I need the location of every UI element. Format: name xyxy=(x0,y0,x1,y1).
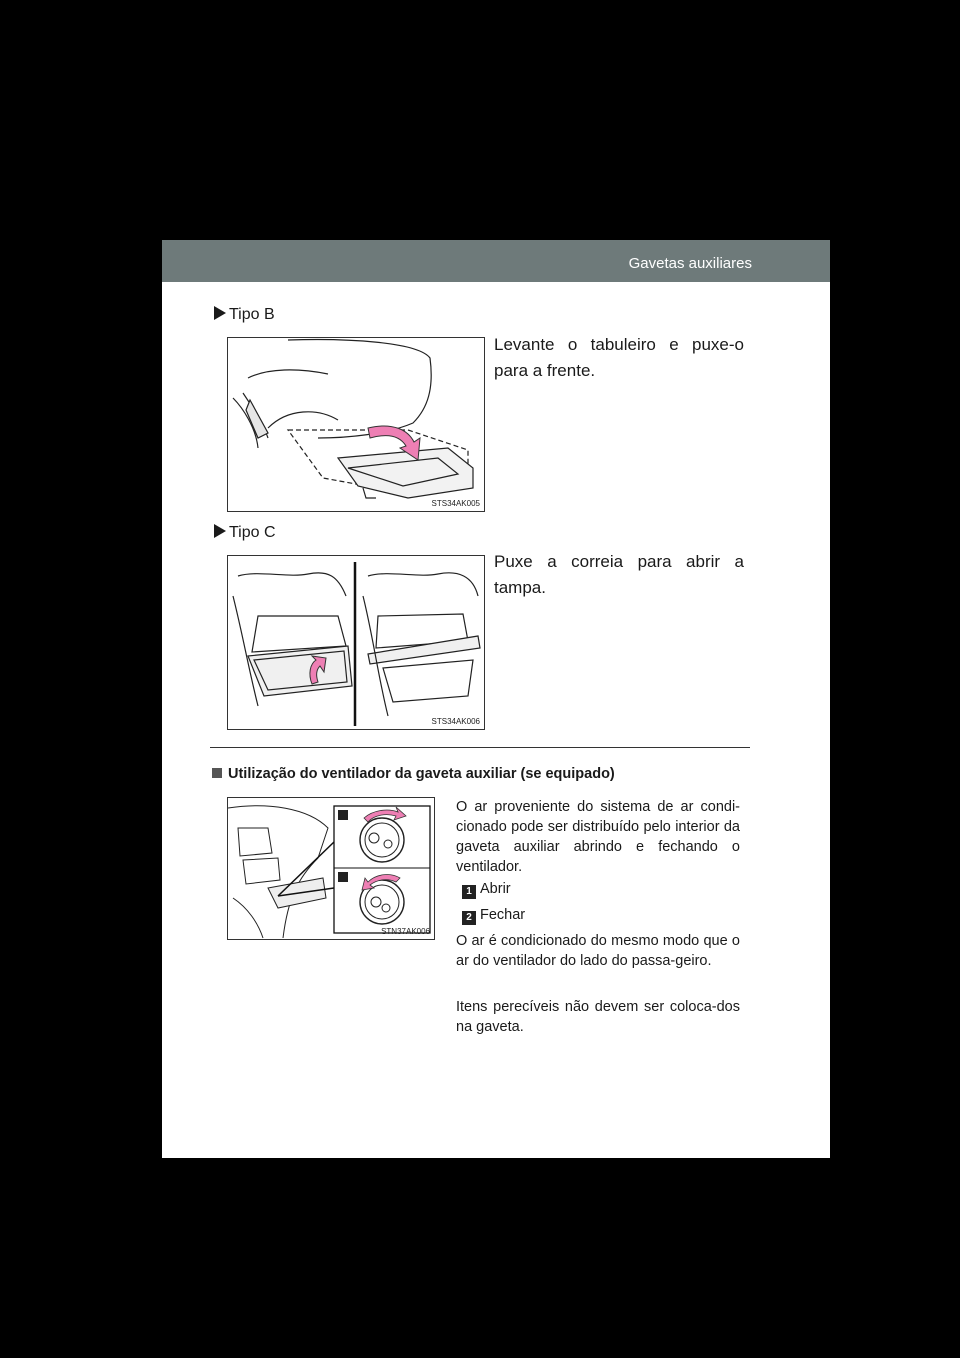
seat-tray-illustration xyxy=(228,338,484,511)
fan-figure xyxy=(227,797,435,940)
section-divider xyxy=(210,747,750,748)
seat-lid-illustration xyxy=(228,556,484,729)
callout-number-2: 2 xyxy=(462,911,476,925)
type-b-instructions: Levante o tabuleiro e puxe-o para a frente. xyxy=(494,335,744,380)
type-b-figure xyxy=(227,337,485,512)
page-header xyxy=(162,240,830,282)
figure-code: STN37AK006 xyxy=(381,927,430,936)
type-c-figure xyxy=(227,555,485,730)
fan-note-air: O ar é condicionado do mesmo modo que o ar do ventilador do lado do passa-geiro. xyxy=(456,933,740,969)
callout-number-1: 1 xyxy=(462,885,476,899)
page-number: 376 xyxy=(170,1125,194,1141)
fan-item-close: 2 Fechar xyxy=(462,905,525,925)
figure-code: STS34AK006 xyxy=(431,717,480,726)
figure-code: STS34AK005 xyxy=(431,499,480,508)
fan-section-heading: Utilização do ventilador da gaveta auxiliar (se equipado) xyxy=(212,766,615,782)
fan-item-open: 1 Abrir xyxy=(462,879,511,899)
manual-page xyxy=(162,240,830,1158)
type-c-label: Tipo C xyxy=(214,524,276,542)
header-title: Gavetas auxiliares xyxy=(628,255,752,272)
type-b-label: Tipo B xyxy=(214,306,275,324)
type-c-instructions: Puxe a correia para abrir a tampa. xyxy=(494,552,744,597)
vent-dial-illustration xyxy=(228,798,434,939)
fan-note-perishables: Itens perecíveis não devem ser coloca-dos na gaveta. xyxy=(456,999,740,1035)
fan-intro-text: O ar proveniente do sistema de ar condi-cionado pode ser distribuído pelo interior da gaveta auxiliar abrindo e fechando o ventilador. xyxy=(456,799,740,875)
